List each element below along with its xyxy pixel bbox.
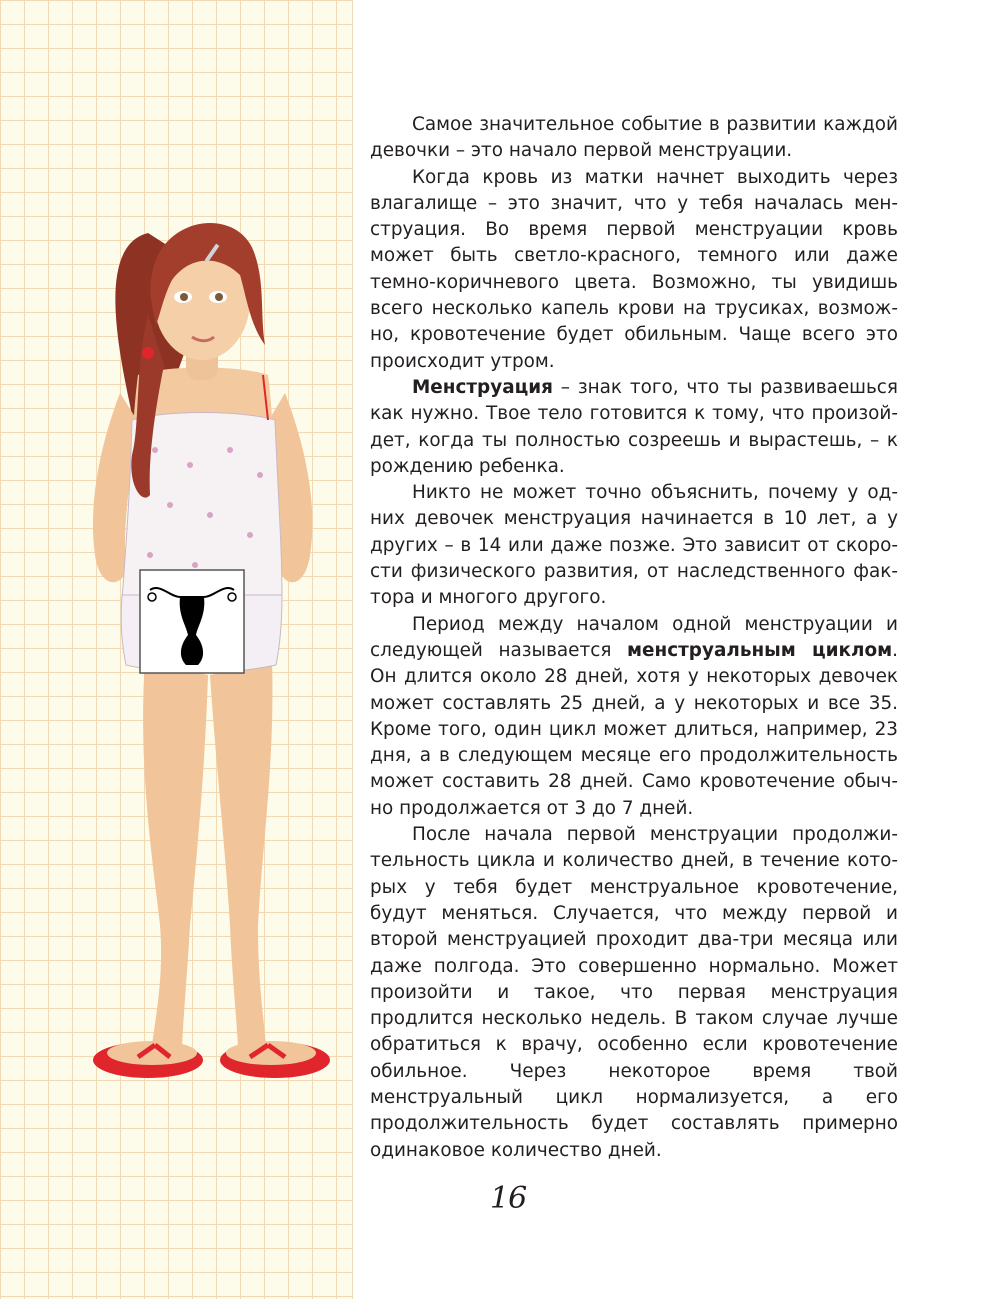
paragraph-3-rest: – знак того, что ты развиваешься как нужно. Твое тело готовится к тому, что произойдет, когда ты полностью созреешь и вырастешь, – к рождению ребенка. xyxy=(370,376,898,477)
term-menstrual-cycle: менструальным циклом xyxy=(627,639,893,661)
paragraph-3 xyxy=(370,375,898,480)
term-menstruation: Менструация xyxy=(412,376,553,398)
girl-illustration xyxy=(60,205,345,1095)
paragraph-5-after: . Он длится около 28 дней, хотя у некоторых девочек может составлять 25 дней, а у некоторых и все 35. Кроме того, один цикл может длиться, например, 23 дня, а в следующем месяце его продолжительность может составить 28 дней. Само кровотечение обычно продолжается от 3 до 7 дней. xyxy=(370,639,898,819)
paragraph-4: Никто не может точно объяснить, почему у одних девочек менструация начинается в 10 лет, а у других – в 14 или даже позже. Это зависит от скорости физического развития, от наследственного фактора и многого другого. xyxy=(370,482,898,609)
paragraph-5-before: Период между началом одной менструации и следующей называется xyxy=(370,613,898,661)
paragraph-5 xyxy=(370,612,898,822)
paragraph-2: Когда кровь из матки начнет выходить через влагалище – это значит, что у тебя началась менструация. Во время первой менструации кровь может быть светло-красного, темного или даже темно-коричневого цвета. Возможно, ты увидишь всего несколько капель крови на трусиках, возможно, кровотечение будет обильным. Чаще всего это происходит утром. xyxy=(370,166,898,372)
paragraph-6: После начала первой менструации продолжительность цикла и количество дней, в течение которых у тебя будет менструальное кровотечение, будут меняться. Случается, что между первой и второй менструацией проходит два-три месяца или даже полгода. Это совершенно нормально. Может произойти и такое, что первая менструация продлится несколько недель. В таком случае лучше обратиться к врачу, особенно если кровотечение обильное. Через некоторое время твой менструальный цикл нормализуется, а его продолжительность будет составлять примерно одинаковое количество дней. xyxy=(370,824,898,1161)
paragraph-1: Самое значительное событие в развитии каждой девочки – это начало первой менструации. xyxy=(370,114,898,162)
article-text xyxy=(370,112,898,1164)
page-number: 16 xyxy=(490,1181,527,1216)
